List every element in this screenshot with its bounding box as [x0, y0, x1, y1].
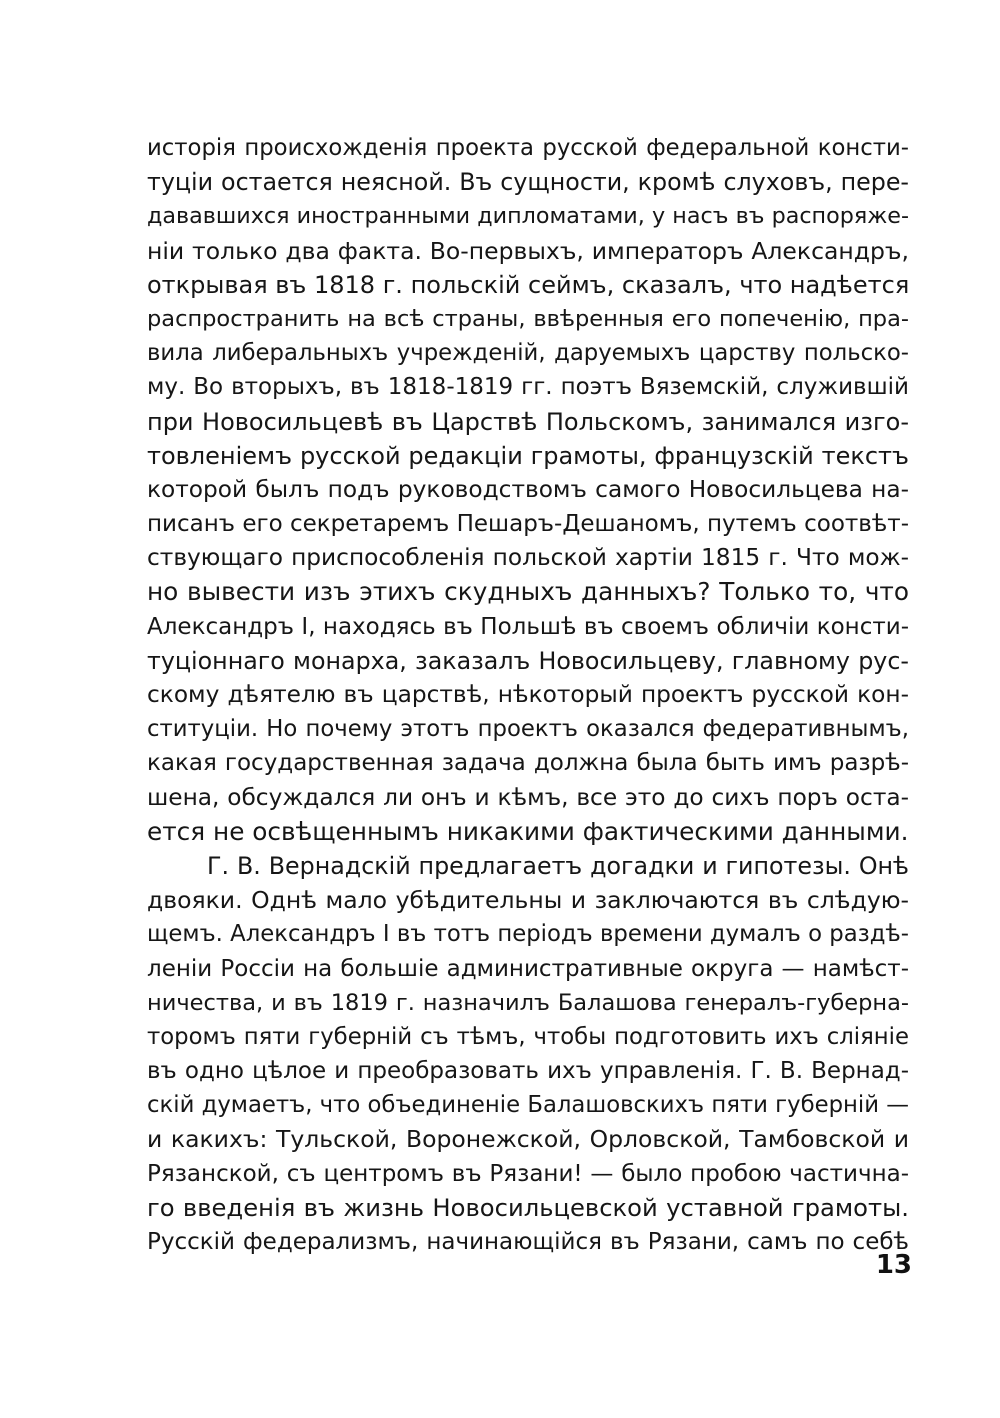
text-line: въ одно цѣлое и преобразовать ихъ управленія. Г. В. Вернад- [147, 1058, 909, 1085]
text-line: товленіемъ русской редакціи грамоты, французскій текстъ [147, 441, 909, 470]
text-line: туціоннаго монарха, заказалъ Новосильцеву, главному рус- [147, 646, 909, 675]
text-line: ствующаго приспособленія польской хартіи 1815 г. Что мож- [147, 544, 909, 572]
text-line: двояки. Однѣ мало убѣдительны и заключаются въ слѣдую- [147, 886, 909, 915]
body-text [147, 131, 909, 1259]
text-line: дававшихся иностранными дипломатами, у насъ въ распоряже- [147, 203, 909, 230]
text-line: Рязанской, съ центромъ въ Рязани! — было пробою частична- [147, 1160, 909, 1187]
text-line: Г. В. Вернадскій предлагаетъ догадки и гипотезы. Онѣ [207, 851, 909, 880]
text-line: ституціи. Но почему этотъ проектъ оказался федеративнымъ, [147, 716, 909, 743]
text-line: открывая въ 1818 г. польскій сеймъ, сказалъ, что надѣется [147, 270, 910, 299]
text-line: ніи только два факта. Во-первыхъ, императоръ Александръ, [147, 236, 909, 265]
text-line: му. Во вторыхъ, въ 1818-1819 гг. поэтъ Вяземскій, служившій [147, 374, 909, 401]
paragraph-1 [147, 131, 909, 849]
text-line: но вывести изъ этихъ скудныхъ данныхъ? Только то, что [147, 577, 909, 607]
text-line: Александръ I, находясь въ Польшѣ въ своемъ обличіи консти- [147, 613, 909, 640]
text-line: скій думаетъ, что объединеніе Балашовскихъ пяти губерній — [147, 1092, 909, 1119]
text-line: распространить на всѣ страны, ввѣренныя его попеченію, пра- [147, 305, 909, 332]
text-line: щемъ. Александръ I въ тотъ періодъ времени думалъ о раздѣ- [147, 921, 909, 948]
text-line: Русскій федерализмъ, начинающійся въ Рязани, самъ по себѣ [147, 1229, 909, 1255]
text-line: исторія происхожденія проекта русской федеральной консти- [147, 135, 909, 161]
paragraph-2 [147, 849, 909, 1259]
text-line: торомъ пяти губерній съ тѣмъ, чтобы подготовить ихъ сліяніе [147, 1023, 909, 1050]
text-line: ется не освѣщеннымъ никакими фактическими данными. [147, 816, 909, 846]
text-line: и какихъ: Тульской, Воронежской, Орловской, Тамбовской и [147, 1125, 909, 1154]
text-line: шена, обсуждался ли онъ и кѣмъ, все это до сихъ поръ оста- [147, 783, 909, 811]
text-line: какая государственная задача должна была быть имъ разрѣ- [147, 750, 909, 777]
text-line: скому дѣятелю въ царствѣ, нѣкоторый проектъ русской кон- [147, 681, 909, 708]
text-line: вила либеральныхъ учрежденій, даруемыхъ царству польско- [147, 340, 909, 367]
text-line: которой былъ подъ руководствомъ самого Новосильцева на- [147, 475, 909, 503]
text-line: леніи Россіи на большіе административные округа — намѣст- [147, 955, 909, 982]
text-line: писанъ его секретаремъ Пешаръ-Дешаномъ, путемъ соотвѣт- [147, 511, 909, 538]
text-line: при Новосильцевѣ въ Царствѣ Польскомъ, занимался изго- [147, 407, 909, 436]
page-number: 13 [875, 1250, 912, 1280]
text-line: туціи остается неясной. Въ сущности, кромѣ слуховъ, пере- [147, 168, 909, 197]
text-line: го введенія въ жизнь Новосильцевской уставной грамоты. [147, 1192, 909, 1222]
text-line: ничества, и въ 1819 г. назначилъ Балашова генералъ-губерна- [147, 989, 909, 1016]
